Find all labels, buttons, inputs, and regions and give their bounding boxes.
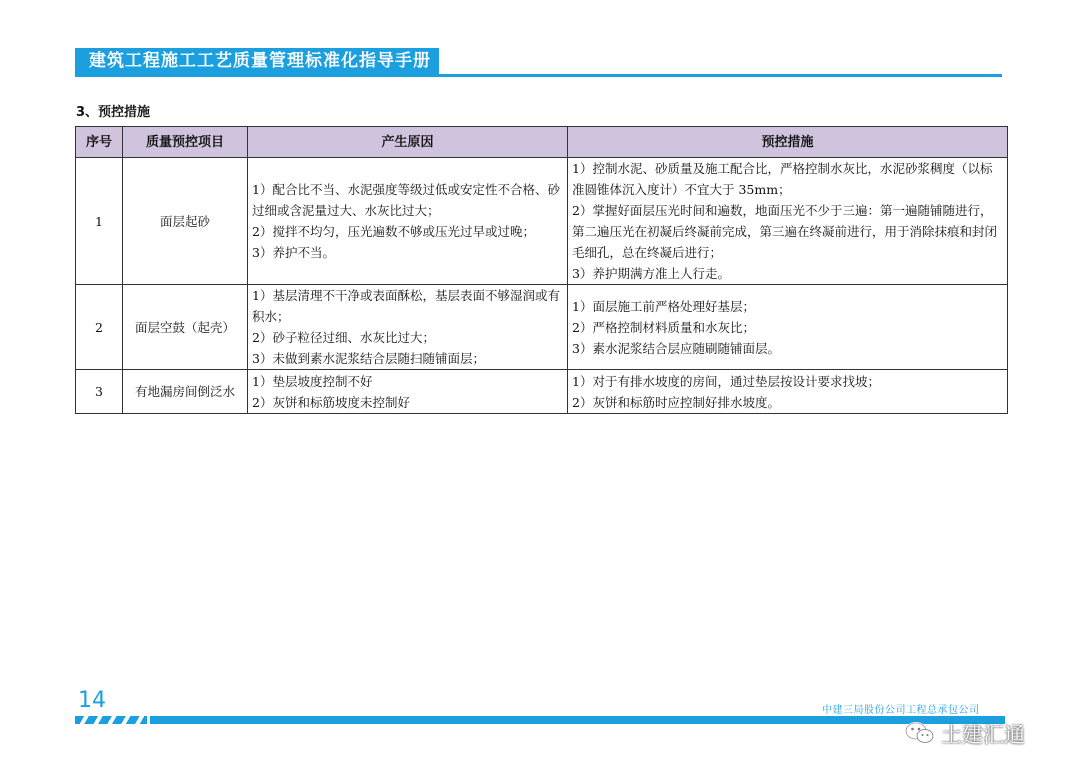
table-row — [76, 285, 1008, 370]
measure-line: 3）素水泥浆结合层应随刷随铺面层。 — [572, 340, 780, 356]
causes-cell — [248, 370, 568, 414]
table-header-row — [76, 127, 1008, 158]
row-number: 2 — [76, 285, 123, 370]
company-name: 中建三局股份公司工程总承包公司 — [822, 705, 980, 716]
row-number: 3 — [76, 370, 123, 414]
table-row — [76, 370, 1008, 414]
measure-line: 1）面层施工前严格处理好基层； — [572, 298, 755, 314]
measures-cell — [568, 285, 1008, 370]
column-header-causes: 产生原因 — [248, 127, 568, 158]
measures-cell — [568, 370, 1008, 414]
row-number: 1 — [76, 158, 123, 285]
measures-cell — [568, 158, 1008, 285]
measure-line: 1）对于有排水坡度的房间，通过垫层按设计要求找坡； — [572, 373, 880, 389]
table-row — [76, 158, 1008, 285]
wechat-icon — [905, 721, 935, 747]
quality-item: 有地漏房间倒泛水 — [123, 370, 248, 414]
cause-line: 3）养护不当。 — [252, 245, 335, 260]
column-header-measures: 预控措施 — [568, 127, 1008, 158]
measure-line: 2）严格控制材料质量和水灰比； — [572, 319, 755, 335]
causes-cell — [248, 158, 568, 285]
quality-item: 面层起砂 — [123, 158, 248, 285]
watermark — [905, 720, 1025, 748]
footer-rule — [150, 716, 1005, 724]
measure-line: 1）控制水泥、砂质量及施工配合比，严格控制水灰比，水泥砂浆稠度（以标准圆锥体沉入度计）不宜大于 35mm； — [572, 161, 993, 197]
header-rule — [75, 74, 1002, 77]
cause-line: 2）搅拌不均匀，压光遍数不够或压光过早或过晚； — [252, 224, 535, 239]
measure-line: 2）灰饼和标筋时应控制好排水坡度。 — [572, 394, 780, 410]
watermark-text: 土建汇通 — [941, 723, 1025, 747]
cause-line: 3）未做到素水泥浆结合层随扫随铺面层； — [252, 351, 485, 366]
footer-stripes — [75, 716, 147, 724]
measure-line: 2）掌握好面层压光时间和遍数，地面压光不少于三遍：第一遍随铺随进行，第二遍压光在初凝后终凝前完成，第三遍在终凝前进行，用于消除抹痕和封闭毛细孔，总在终凝后进行； — [572, 203, 998, 260]
prevention-measures-table — [75, 126, 1008, 414]
cause-line: 1）配合比不当、水泥强度等级过低或安定性不合格、砂过细或含泥量过大、水灰比过大； — [252, 182, 560, 218]
cause-line: 1）基层清理不干净或表面酥松，基层表面不够湿润或有积水； — [252, 288, 560, 324]
column-header-no: 序号 — [76, 127, 123, 158]
quality-item: 面层空鼓（起壳） — [123, 285, 248, 370]
causes-cell — [248, 285, 568, 370]
section-title: 3、预控措施 — [76, 105, 151, 120]
column-header-item: 质量预控项目 — [123, 127, 248, 158]
cause-line: 2）灰饼和标筋坡度未控制好 — [252, 394, 410, 410]
measure-line: 3）养护期满方准上人行走。 — [572, 266, 730, 281]
manual-title: 建筑工程施工工艺质量管理标准化指导手册 — [75, 48, 433, 74]
page-number: 14 — [78, 688, 106, 713]
header-bar — [75, 48, 1002, 78]
cause-line: 1）垫层坡度控制不好 — [252, 373, 373, 389]
cause-line: 2）砂子粒径过细、水灰比过大； — [252, 330, 435, 345]
